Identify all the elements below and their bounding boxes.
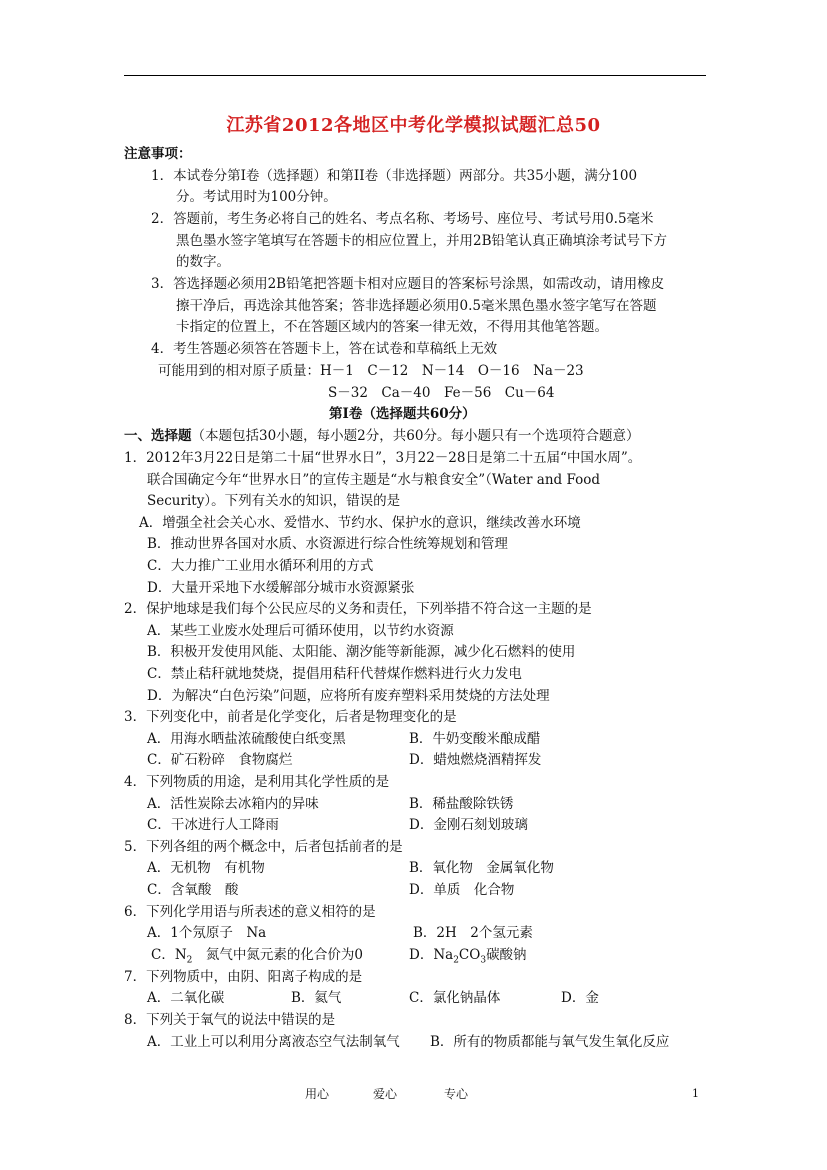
q6-option-d bbox=[409, 945, 527, 971]
footer-word-3: 专心 bbox=[444, 1087, 469, 1101]
q5-stem: 5．下列各组的两个概念中，后者包括前者的是 bbox=[124, 839, 403, 855]
section1-heading bbox=[124, 426, 639, 446]
q6-c-text: C．N bbox=[151, 947, 187, 963]
q1-option-b: B．推动世界各国对水质、水资源进行综合性统筹规划和管理 bbox=[147, 536, 508, 552]
page-number: 1 bbox=[692, 1087, 699, 1100]
q2-option-a: A．某些工业废水处理后可循环使用，以节约水资源 bbox=[147, 623, 454, 639]
q6-d-sub2: 3 bbox=[480, 955, 487, 966]
q2-option-d: D．为解决“白色污染”问题，应将所有废弃塑料采用焚烧的方法处理 bbox=[147, 688, 550, 704]
q5-option-c: C．含氧酸 酸 bbox=[147, 882, 239, 898]
q4-option-c: C．干冰进行人工降雨 bbox=[147, 817, 279, 833]
notice-3-line1: 3．答选择题必须用2B铅笔把答题卡相对应题目的答案标号涂黑，如需改动，请用橡皮 bbox=[151, 276, 665, 292]
q7-option-d: D．金 bbox=[561, 990, 599, 1006]
q2-option-b: B．积极开发使用风能、太阳能、潮汐能等新能源，减少化石燃料的使用 bbox=[147, 644, 576, 660]
notice-1-line1: 1．本试卷分第Ⅰ卷（选择题）和第II卷（非选择题）两部分。共35小题，满分100 bbox=[151, 168, 638, 184]
q6-d-mid: CO bbox=[458, 947, 481, 963]
atomic-mass-line2: S－32 Ca－40 Fe－56 Cu－64 bbox=[328, 385, 555, 401]
notice-3-line3: 卡指定的位置上，不在答题区域内的答案一律无效，不得用其他笔答题。 bbox=[176, 319, 608, 335]
q8-option-a: A．工业上可以利用分离液态空气法制氧气 bbox=[147, 1034, 400, 1050]
q8-option-b: B．所有的物质都能与氧气发生氧化反应 bbox=[430, 1034, 670, 1050]
header-rule bbox=[124, 75, 706, 76]
q7-option-a: A．二氧化碳 bbox=[147, 990, 225, 1006]
q1-option-c: C．大力推广工业用水循环利用的方式 bbox=[147, 558, 374, 574]
q6-option-a: A．1个氖原子 Na bbox=[147, 925, 267, 941]
q8-stem: 8．下列关于氧气的说法中错误的是 bbox=[124, 1012, 336, 1028]
q1-stem-line1: 1．2012年3月22日是第二十届“世界水日”，3月22－28日是第二十五届“中国水周”。 bbox=[124, 450, 642, 466]
notice-2-line2: 黑色墨水签字笔填写在答题卡的相应位置上，并用2B铅笔认真正确填涂考试号下方 bbox=[176, 233, 668, 249]
q6-d-text: D．Na bbox=[409, 947, 454, 963]
section1-label: 一、选择题 bbox=[124, 428, 192, 444]
q6-d-sub1: 2 bbox=[453, 955, 459, 966]
q6-c-sub: 2 bbox=[186, 955, 193, 966]
q5-option-d: D．单质 化合物 bbox=[409, 882, 515, 898]
q4-option-d: D．金刚石刻划玻璃 bbox=[409, 817, 528, 833]
q4-option-b: B．稀盐酸除铁锈 bbox=[409, 796, 514, 812]
q6-stem: 6．下列化学用语与所表述的意义相符的是 bbox=[124, 904, 376, 920]
q7-option-b: B．氦气 bbox=[291, 990, 342, 1006]
q6-d-desc: 碳酸钠 bbox=[486, 947, 527, 963]
footer-word-2: 爱心 bbox=[373, 1087, 398, 1101]
q3-stem: 3．下列变化中，前者是化学变化，后者是物理变化的是 bbox=[124, 709, 457, 725]
q3-option-d: D．蜡烛燃烧酒精挥发 bbox=[409, 752, 542, 768]
notice-3-line2: 擦干净后，再选涂其他答案；答非选择题必须用0.5毫米黑色墨水签字笔写在答题 bbox=[176, 298, 657, 314]
section1-desc: （本题包括30小题，每小题2分，共60分。每小题只有一个选项符合题意） bbox=[191, 428, 640, 444]
q3-option-b: B．牛奶变酸米酿成醋 bbox=[409, 731, 541, 747]
q1-option-a: A．增强全社会关心水、爱惜水、节约水、保护水的意识，继续改善水环境 bbox=[139, 515, 581, 531]
q7-stem: 7．下列物质中，由阴、阳离子构成的是 bbox=[124, 969, 363, 985]
q2-stem: 2．保护地球是我们每个公民应尽的义务和责任，下列举措不符合这一主题的是 bbox=[124, 601, 592, 617]
q1-stem-line2: 联合国确定今年“世界水日”的宣传主题是“水与粮食安全”（Water and Food bbox=[147, 472, 600, 488]
footer-word-1: 用心 bbox=[305, 1087, 330, 1101]
notice-2-line3: 的数字。 bbox=[176, 254, 230, 270]
notice-2-line1: 2．答题前，考生务必将自己的姓名、考点名称、考场号、座位号、考试号用0.5毫米 bbox=[151, 211, 654, 227]
q2-option-c: C．禁止秸秆就地焚烧，提倡用秸秆代替煤作燃料进行火力发电 bbox=[147, 666, 522, 682]
q1-option-d: D．大量开采地下水缓解部分城市水资源紧张 bbox=[147, 580, 415, 596]
q4-stem: 4．下列物质的用途，是利用其化学性质的是 bbox=[124, 774, 390, 790]
q1-stem-line3: Security）。下列有关水的知识，错误的是 bbox=[147, 493, 401, 509]
notice-4-line1: 4．考生答题必须答在答题卡上，答在试卷和草稿纸上无效 bbox=[151, 341, 498, 357]
atomic-mass-line1: 可能用到的相对原子质量：H－1 C－12 N－14 O－16 Na－23 bbox=[158, 363, 584, 379]
q6-c-desc: 氮气中氮元素的化合价为0 bbox=[192, 947, 363, 963]
notice-1-line2: 分。考试用时为100分钟。 bbox=[176, 189, 337, 205]
notice-heading: 注意事项： bbox=[124, 146, 192, 162]
q5-option-b: B．氧化物 金属氧化物 bbox=[409, 860, 554, 876]
q3-option-c: C．矿石粉碎 食物腐烂 bbox=[147, 752, 293, 768]
q4-option-a: A．活性炭除去冰箱内的异味 bbox=[147, 796, 319, 812]
q3-option-a: A．用海水晒盐浓硫酸使白纸变黑 bbox=[147, 731, 346, 747]
q5-option-a: A．无机物 有机物 bbox=[147, 860, 265, 876]
q6-option-b: B．2H 2个氢元素 bbox=[413, 925, 533, 941]
q7-option-c: C．氯化钠晶体 bbox=[409, 990, 501, 1006]
page-title: 江苏省2012各地区中考化学模拟试题汇总50 bbox=[226, 115, 601, 136]
part1-heading: 第Ⅰ卷（选择题共60分） bbox=[329, 406, 476, 422]
